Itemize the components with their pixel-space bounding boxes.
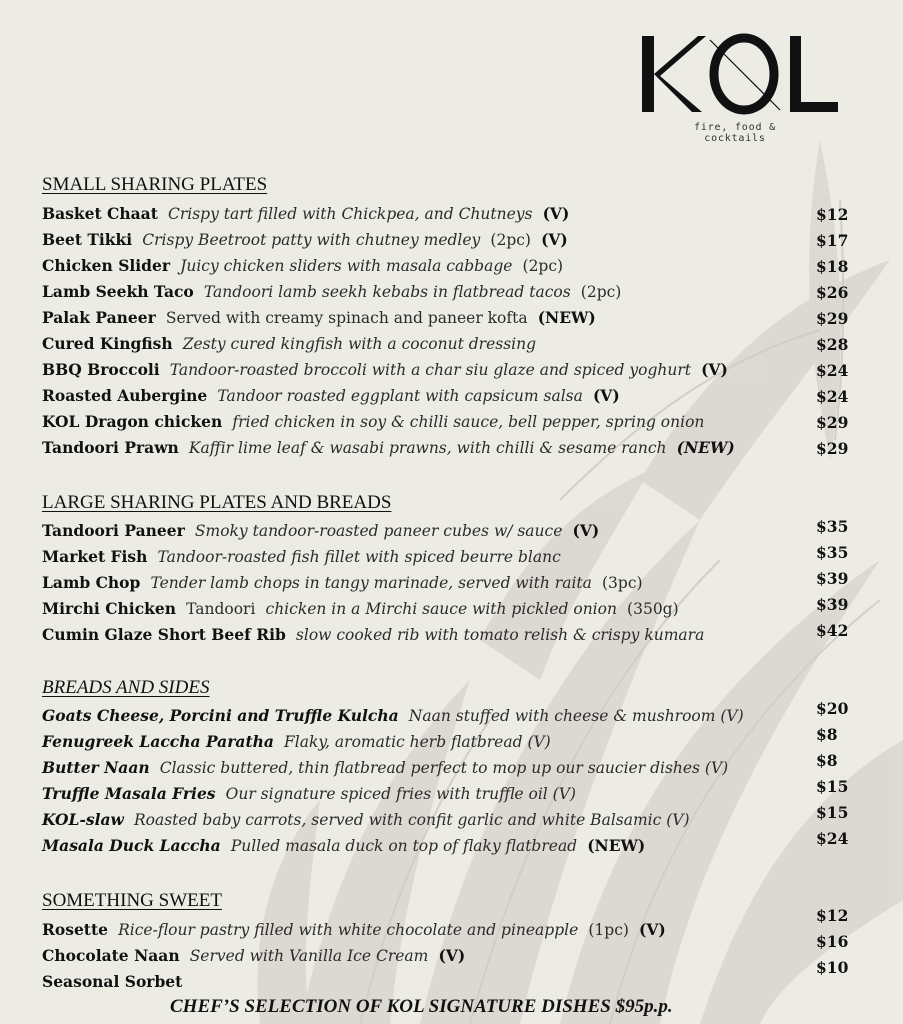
item-description: Pulled masala duck on top of flaky flatbread: [230, 837, 578, 855]
menu-item: [42, 438, 862, 462]
item-portion: (1pc): [588, 921, 629, 939]
item-price: $29: [816, 309, 849, 328]
item-name: KOL Dragon chicken: [42, 412, 223, 431]
menu-item: [42, 256, 862, 280]
item-tag: (V): [542, 204, 570, 223]
item-description: chicken in a Mirchi sauce with pickled onion: [265, 600, 617, 618]
item-tag: (NEW): [676, 438, 735, 457]
menu-item: [42, 625, 862, 649]
menu-item: [42, 836, 862, 860]
item-portion: (2pc): [580, 283, 622, 301]
item-price: $24: [816, 361, 849, 380]
item-price: $10: [816, 958, 849, 977]
menu-item: [42, 547, 862, 571]
item-name: Tandoori Paneer: [42, 521, 185, 540]
item-price: $28: [816, 335, 849, 354]
item-name: KOL-slaw: [42, 810, 124, 829]
item-tag: (V): [438, 946, 466, 965]
item-price: $35: [816, 517, 849, 536]
menu-item: [42, 521, 862, 545]
item-price: $39: [816, 595, 849, 614]
item-name: Truffle Masala Fries: [42, 784, 216, 803]
menu-item: [42, 308, 862, 332]
item-name: Seasonal Sorbet: [42, 972, 183, 991]
menu-item: [42, 334, 862, 358]
item-name: Tandoori Prawn: [42, 438, 179, 457]
item-name: Lamb Chop: [42, 573, 141, 592]
item-price: $26: [816, 283, 849, 302]
item-description: Smoky tandoor-roasted paneer cubes w/ sauce: [194, 522, 563, 540]
item-description: Zesty cured kingfish with a coconut dressing: [182, 335, 537, 353]
item-name: Market Fish: [42, 547, 148, 566]
item-price: $24: [816, 829, 849, 848]
item-price: $12: [816, 906, 849, 925]
item-name: Goats Cheese, Porcini and Truffle Kulcha: [42, 706, 399, 725]
item-description: Juicy chicken sliders with masala cabbage: [180, 257, 513, 275]
item-description: Classic buttered, thin flatbread perfect to mop up our saucier dishes (V): [159, 759, 729, 777]
item-name: Chicken Slider: [42, 256, 171, 275]
item-portion: (350g): [627, 600, 679, 618]
item-price: $42: [816, 621, 849, 640]
menu-item: [42, 706, 862, 730]
item-description: Crispy Beetroot patty with chutney medley: [142, 231, 481, 249]
menu-item: [42, 282, 862, 306]
menu-item: [42, 386, 862, 410]
item-name: Chocolate Naan: [42, 946, 180, 965]
menu-item: [42, 810, 862, 834]
item-description: Tandoor-roasted fish fillet with spiced beurre blanc: [157, 548, 561, 566]
item-portion: (2pc): [490, 231, 531, 249]
section-title-sweet: SOMETHING SWEET: [42, 890, 222, 911]
item-name: Cured Kingfish: [42, 334, 173, 353]
item-tag: (V): [592, 386, 620, 405]
item-description: Flaky, aromatic herb flatbread (V): [284, 733, 551, 751]
menu-item: [42, 204, 862, 228]
item-description: Served with creamy spinach and paneer kofta: [165, 309, 528, 327]
item-name: Rosette: [42, 920, 108, 939]
item-portion: (2pc): [522, 257, 564, 275]
item-name: Masala Duck Laccha: [42, 836, 221, 855]
item-price: $18: [816, 257, 849, 276]
section-title-small: SMALL SHARING PLATES: [42, 174, 268, 195]
menu-item: [42, 758, 862, 782]
menu-item: [42, 920, 862, 944]
section-title-breads: BREADS AND SIDES: [42, 677, 210, 698]
item-name: Lamb Seekh Taco: [42, 282, 194, 301]
menu-item: [42, 573, 862, 597]
kol-logo-icon: [640, 30, 840, 118]
item-price: $29: [816, 439, 849, 458]
item-name: Cumin Glaze Short Beef Rib: [42, 625, 286, 644]
section-title-large: LARGE SHARING PLATES AND BREADS: [42, 492, 392, 513]
menu-item: [42, 412, 862, 436]
menu-item: [42, 946, 862, 970]
item-name: Butter Naan: [42, 758, 150, 777]
item-description: Tandoor roasted eggplant with capsicum salsa: [217, 387, 583, 405]
item-name: Mirchi Chicken: [42, 599, 177, 618]
item-description: slow cooked rib with tomato relish & crispy kumara: [295, 626, 705, 644]
item-name: BBQ Broccoli: [42, 360, 160, 379]
item-tag: (NEW): [587, 836, 646, 855]
item-description: Tender lamb chops in tangy marinade, served with raita: [150, 574, 592, 592]
menu-item: [42, 360, 862, 384]
item-description: Our signature spiced fries with truffle oil (V): [225, 785, 576, 803]
item-description: Tandoor-roasted broccoli with a char siu glaze and spiced yoghurt: [169, 361, 691, 379]
item-price: $8: [816, 751, 838, 770]
item-price: $24: [816, 387, 849, 406]
item-price: $39: [816, 569, 849, 588]
item-description: Naan stuffed with cheese & mushroom (V): [408, 707, 744, 725]
item-name: Roasted Aubergine: [42, 386, 208, 405]
item-price: $15: [816, 803, 849, 822]
item-price: $8: [816, 725, 838, 744]
item-portion: (3pc): [601, 574, 643, 592]
item-tag: (V): [572, 521, 600, 540]
menu-item: [42, 732, 862, 756]
item-price: $35: [816, 543, 849, 562]
menu-item: [42, 230, 862, 254]
item-name: Fenugreek Laccha Paratha: [42, 732, 274, 751]
chef-selection-banner: CHEF’S SELECTION OF KOL SIGNATURE DISHES $95p.p.: [170, 996, 673, 1017]
item-price: $15: [816, 777, 849, 796]
item-name: Palak Paneer: [42, 308, 156, 327]
item-description: Kaffir lime leaf & wasabi prawns, with chilli & sesame ranch: [188, 439, 667, 457]
item-price: $29: [816, 413, 849, 432]
item-description: Rice-flour pastry filled with white chocolate and pineapple: [118, 921, 579, 939]
item-name: Basket Chaat: [42, 204, 158, 223]
brand-tagline: fire, food & cocktails: [694, 122, 776, 144]
item-description: Roasted baby carrots, served with confit garlic and white Balsamic (V): [133, 811, 690, 829]
item-tag: (NEW): [537, 308, 596, 327]
item-tag: (V): [701, 360, 728, 379]
item-tag: (V): [541, 230, 568, 249]
item-price: $16: [816, 932, 849, 951]
menu-item: [42, 599, 862, 623]
item-description: fried chicken in soy & chilli sauce, bell pepper, spring onion: [232, 413, 705, 431]
item-tag: (V): [639, 920, 666, 939]
item-price: $20: [816, 699, 849, 718]
menu-item: [42, 784, 862, 808]
menu-item: [42, 972, 862, 996]
item-price: $12: [816, 205, 849, 224]
brand-logo: [640, 30, 840, 120]
item-description: Served with Vanilla Ice Cream: [189, 947, 429, 965]
item-name: Beet Tikki: [42, 230, 133, 249]
item-description: Tandoori lamb seekh kebabs in flatbread tacos: [203, 283, 571, 301]
item-prefix: Tandoori: [186, 600, 256, 618]
item-price: $17: [816, 231, 849, 250]
item-description: Crispy tart filled with Chickpea, and Chutneys: [167, 205, 533, 223]
